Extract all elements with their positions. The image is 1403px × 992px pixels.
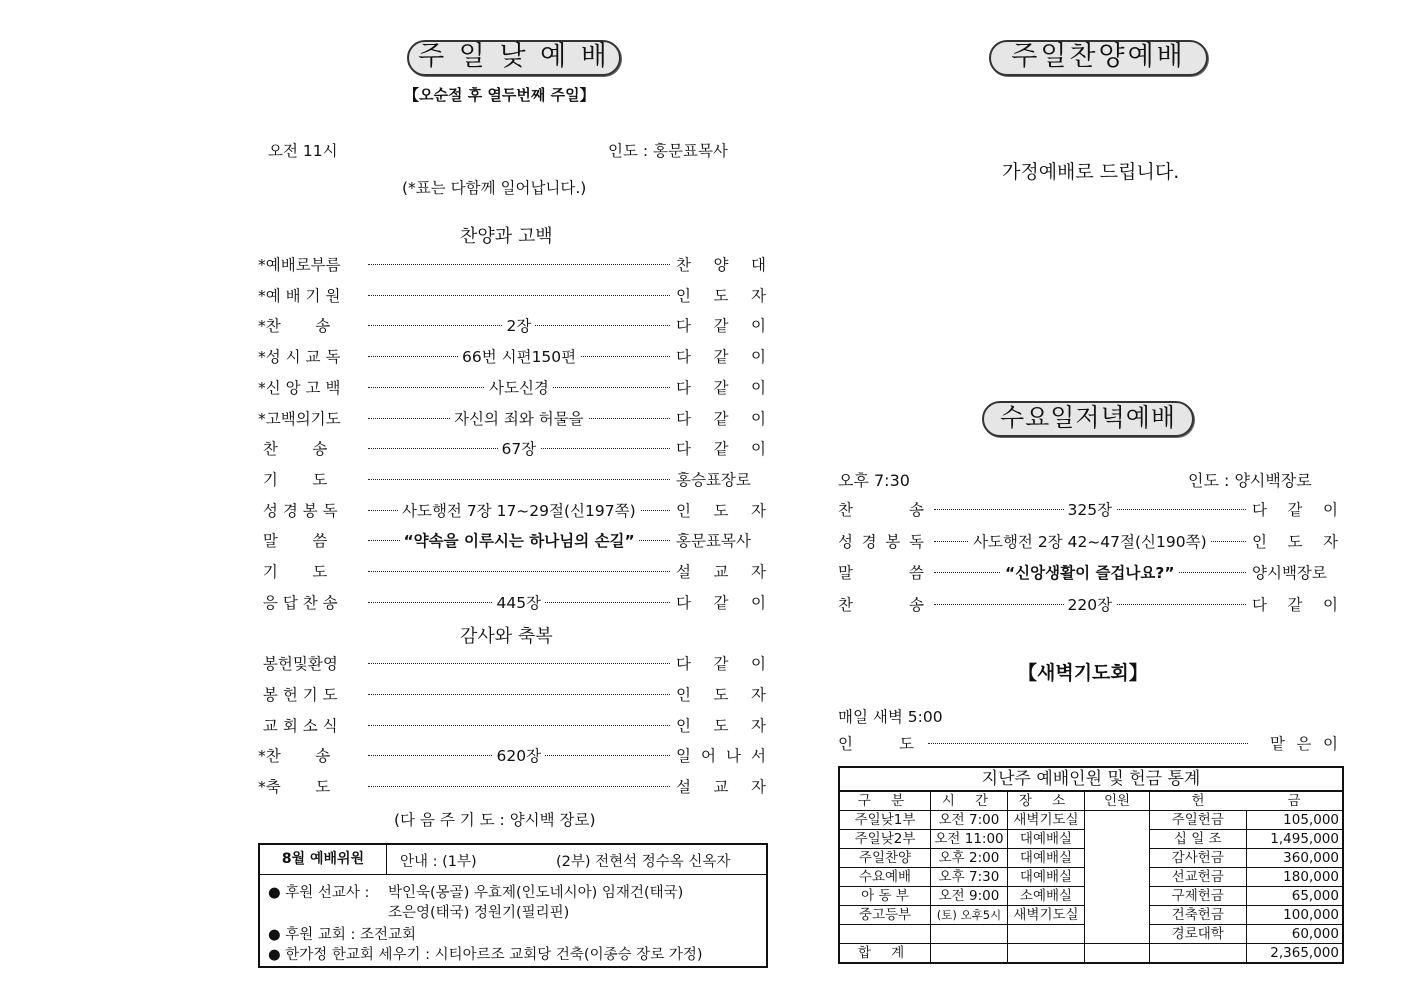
total-value: 2,365,000	[1246, 944, 1343, 964]
order-label: *고백의기도	[258, 409, 341, 428]
stats-place: 대예배실	[1008, 868, 1085, 887]
order-label: 성 경 봉 독	[838, 532, 924, 551]
order-role: 설 교 자	[676, 778, 766, 797]
stats-time: 오후 7:30	[931, 868, 1008, 887]
order-role: 설 교 자	[676, 563, 766, 581]
dawn-leader-row	[838, 732, 1338, 754]
missionary-label: ● 후원 선교사 :	[268, 885, 370, 901]
header-count: 인원	[1085, 791, 1150, 811]
order-label: 말 씀	[838, 564, 924, 582]
order-label: *찬 송	[258, 747, 331, 766]
committee-box	[258, 843, 768, 968]
order-label: *찬 송	[258, 317, 331, 336]
section-praise-confession: 찬양과 고백	[460, 226, 553, 247]
order-row	[258, 314, 766, 336]
wed-time: 오후 7:30	[838, 471, 910, 490]
order-row	[258, 683, 766, 705]
order-role: 홍문표목사	[676, 532, 751, 551]
stats-amount: 1,495,000	[1246, 830, 1343, 849]
stats-title: 지난주 예배인원 및 헌금 통계	[839, 767, 1343, 791]
order-row	[258, 714, 766, 736]
stats-row	[839, 830, 1343, 849]
order-role: 인 도 자	[676, 501, 766, 520]
order-row	[258, 652, 766, 674]
stats-count	[1085, 925, 1150, 944]
dawn-leader-role: 맡 은 이	[1270, 735, 1338, 753]
order-row	[258, 744, 766, 766]
stats-row	[839, 868, 1343, 887]
order-row	[258, 376, 766, 398]
leader-dots	[368, 264, 670, 265]
stats-offering-type: 감사헌금	[1150, 849, 1247, 868]
order-role: 다 같 이	[676, 593, 766, 612]
stats-category: 주일찬양	[839, 849, 931, 868]
stats-time: 오전 11:00	[931, 830, 1008, 849]
stats-place: 소예배실	[1008, 887, 1085, 906]
order-row	[838, 498, 1338, 520]
stats-offering-type: 건축헌금	[1150, 906, 1247, 925]
order-label: 찬 송	[838, 501, 924, 519]
stats-place: 대예배실	[1008, 849, 1085, 868]
stats-row	[839, 849, 1343, 868]
order-role: 인 도 자	[1252, 532, 1338, 551]
order-row	[258, 499, 766, 521]
order-label: 응 답 찬 송	[258, 593, 338, 612]
header-place: 장 소	[1008, 791, 1085, 811]
dawn-time: 매일 새벽 5:00	[838, 708, 943, 726]
order-detail: 325장	[1064, 498, 1117, 520]
order-detail: “신앙생활이 즐겁나요?”	[1001, 561, 1179, 583]
stats-amount: 65,000	[1246, 887, 1343, 906]
order-row	[258, 284, 766, 306]
order-role: 인 도 자	[676, 716, 766, 735]
attendance-offering-table	[838, 766, 1344, 964]
order-detail: 2장	[503, 314, 536, 336]
order-role: 다 같 이	[676, 348, 766, 367]
leader-dots	[368, 479, 670, 480]
order-row	[258, 407, 766, 429]
stats-category: 아 동 부	[839, 887, 931, 906]
order-label: *축 도	[258, 778, 331, 797]
stats-count	[1085, 811, 1150, 830]
order-row	[258, 775, 766, 797]
order-detail: 66번 시편150편	[458, 345, 580, 367]
stats-count	[1085, 887, 1150, 906]
stats-category: 주일낮1부	[839, 811, 931, 830]
next-week-prayer: (다 음 주 기 도 : 양시백 장로)	[394, 811, 596, 829]
stats-category: 주일낮2부	[839, 830, 931, 849]
section-thanks-blessing: 감사와 축복	[460, 626, 553, 647]
order-label: 교 회 소 식	[258, 716, 338, 735]
order-role: 인 도 자	[676, 685, 766, 704]
stats-offering-type: 경로대학	[1150, 925, 1247, 944]
committee-header-row	[260, 845, 766, 875]
order-label: 말 씀	[258, 532, 328, 551]
dawn-prayer-title: 【새벽기도회】	[1018, 662, 1148, 684]
order-role: 홍승표장로	[676, 470, 751, 489]
stats-time	[931, 925, 1008, 944]
order-role: 양시백장로	[1252, 564, 1327, 582]
order-label: 찬 송	[258, 440, 328, 459]
stats-amount: 105,000	[1246, 811, 1343, 830]
subtitle: 【오순절 후 열두번째 주일】	[404, 86, 595, 104]
order-label: 봉 헌 기 도	[258, 685, 338, 704]
order-row	[258, 591, 766, 613]
total-label: 합 계	[839, 944, 931, 964]
order-detail: 자신의 죄와 허물을	[450, 407, 588, 429]
order-role: 다 같 이	[1252, 501, 1338, 519]
stand-note: (*표는 다함께 일어납니다.)	[402, 179, 587, 197]
order-role: 다 같 이	[676, 409, 766, 428]
stats-place	[1008, 925, 1085, 944]
leader-dots	[368, 663, 670, 664]
order-row	[258, 437, 766, 459]
leader-dots	[368, 571, 670, 572]
header-time: 시 간	[931, 791, 1008, 811]
order-label: 기 도	[258, 563, 328, 581]
stats-row	[839, 811, 1343, 830]
stats-offering-type: 십 일 조	[1150, 830, 1247, 849]
stats-place: 새벽기도실	[1008, 811, 1085, 830]
wednesday-worship-title: 수요일저녁예배	[982, 401, 1194, 437]
order-row	[838, 530, 1338, 552]
header-category: 구 분	[839, 791, 931, 811]
missionary-line-2: 조은영(태국) 정원기(필리핀)	[388, 905, 570, 921]
order-row	[258, 560, 766, 582]
order-detail: 사도신경	[485, 376, 553, 398]
order-detail: 445장	[493, 591, 546, 613]
stats-amount: 360,000	[1246, 849, 1343, 868]
order-label: *예 배 기 원	[258, 286, 341, 305]
order-label: *성 시 교 독	[258, 348, 341, 367]
leader-dots	[368, 295, 670, 296]
order-label: 기 도	[258, 470, 328, 489]
order-role: 일 어 나 서	[676, 747, 766, 766]
header-offering-b: 금	[1246, 791, 1343, 811]
order-role: 다 같 이	[676, 440, 766, 459]
order-label: 찬 송	[838, 595, 924, 614]
home-worship-note: 가정예배로 드립니다.	[1002, 161, 1180, 183]
stats-count	[1085, 906, 1150, 925]
order-detail: 620장	[493, 744, 546, 766]
order-detail: 220장	[1064, 593, 1117, 615]
leader-dots	[368, 694, 670, 695]
sunday-praise-title: 주일찬양예배	[989, 40, 1208, 76]
order-detail: “약속을 이루시는 하나님의 손길”	[400, 529, 639, 551]
order-role: 인 도 자	[676, 286, 766, 305]
stats-amount: 60,000	[1246, 925, 1343, 944]
order-role: 다 같 이	[676, 317, 766, 336]
one-family-project: ● 한가정 한교회 세우기 : 시티아르조 교회당 건축(이종승 장로 가정)	[268, 947, 703, 963]
stats-category: 수요예배	[839, 868, 931, 887]
order-detail: 사도행전 2장 42~47절(신190쪽)	[969, 530, 1211, 552]
order-role: 다 같 이	[676, 378, 766, 397]
stats-amount: 180,000	[1246, 868, 1343, 887]
stats-offering-type: 주일헌금	[1150, 811, 1247, 830]
missionary-line-1: 박인욱(몽골) 우효제(인도네시아) 임재건(태국)	[388, 885, 684, 901]
stats-time: (토) 오후5시	[931, 906, 1008, 925]
order-row	[258, 468, 766, 490]
stats-count	[1085, 849, 1150, 868]
order-role: 찬 양 대	[676, 256, 766, 274]
stats-row	[839, 925, 1343, 944]
stats-row	[839, 887, 1343, 906]
stats-offering-type: 선교헌금	[1150, 868, 1247, 887]
support-church: ● 후원 교회 : 조전교회	[268, 927, 417, 943]
stats-offering-type: 구제헌금	[1150, 887, 1247, 906]
committee-head: 8월 예배위원	[260, 845, 387, 874]
guide-label: 안내 : (1부)	[400, 854, 477, 870]
stats-place: 새벽기도실	[1008, 906, 1085, 925]
order-row	[838, 593, 1338, 615]
stats-amount: 100,000	[1246, 906, 1343, 925]
order-label: 봉헌및환영	[258, 655, 338, 673]
guide-second: (2부) 전현석 정수옥 신옥자	[556, 854, 731, 870]
stats-row	[839, 906, 1343, 925]
order-row	[258, 253, 766, 275]
service-time: 오전 11시	[268, 142, 338, 160]
stats-time: 오후 2:00	[931, 849, 1008, 868]
service-leader: 인도 : 홍문표목사	[608, 142, 728, 160]
stats-category: 중고등부	[839, 906, 931, 925]
wed-leader: 인도 : 양시백장로	[1188, 471, 1312, 490]
order-role: 다 같 이	[1252, 595, 1338, 614]
order-label: 성 경 봉 독	[258, 501, 338, 520]
order-role: 다 같 이	[676, 655, 766, 673]
order-detail: 사도행전 7장 17~29절(신197쪽)	[398, 499, 640, 521]
order-label: *신 앙 고 백	[258, 378, 341, 397]
stats-time: 오전 9:00	[931, 887, 1008, 906]
stats-time: 오전 7:00	[931, 811, 1008, 830]
order-row	[258, 345, 766, 367]
stats-total-row	[839, 944, 1343, 964]
dawn-leader-label: 인 도	[838, 735, 914, 753]
order-label: *예배로부름	[258, 256, 341, 274]
sunday-worship-title: 주 일 낮 예 배	[407, 40, 621, 76]
leader-dots	[368, 786, 670, 787]
order-detail: 67장	[498, 437, 541, 459]
stats-header-row	[839, 791, 1343, 811]
order-row	[838, 561, 1338, 583]
stats-count	[1085, 868, 1150, 887]
stats-count	[1085, 830, 1150, 849]
header-offering-a: 헌	[1150, 791, 1247, 811]
leader-dots	[368, 725, 670, 726]
stats-category	[839, 925, 931, 944]
stats-place: 대예배실	[1008, 830, 1085, 849]
order-row	[258, 529, 766, 551]
leader-dots	[928, 743, 1248, 744]
